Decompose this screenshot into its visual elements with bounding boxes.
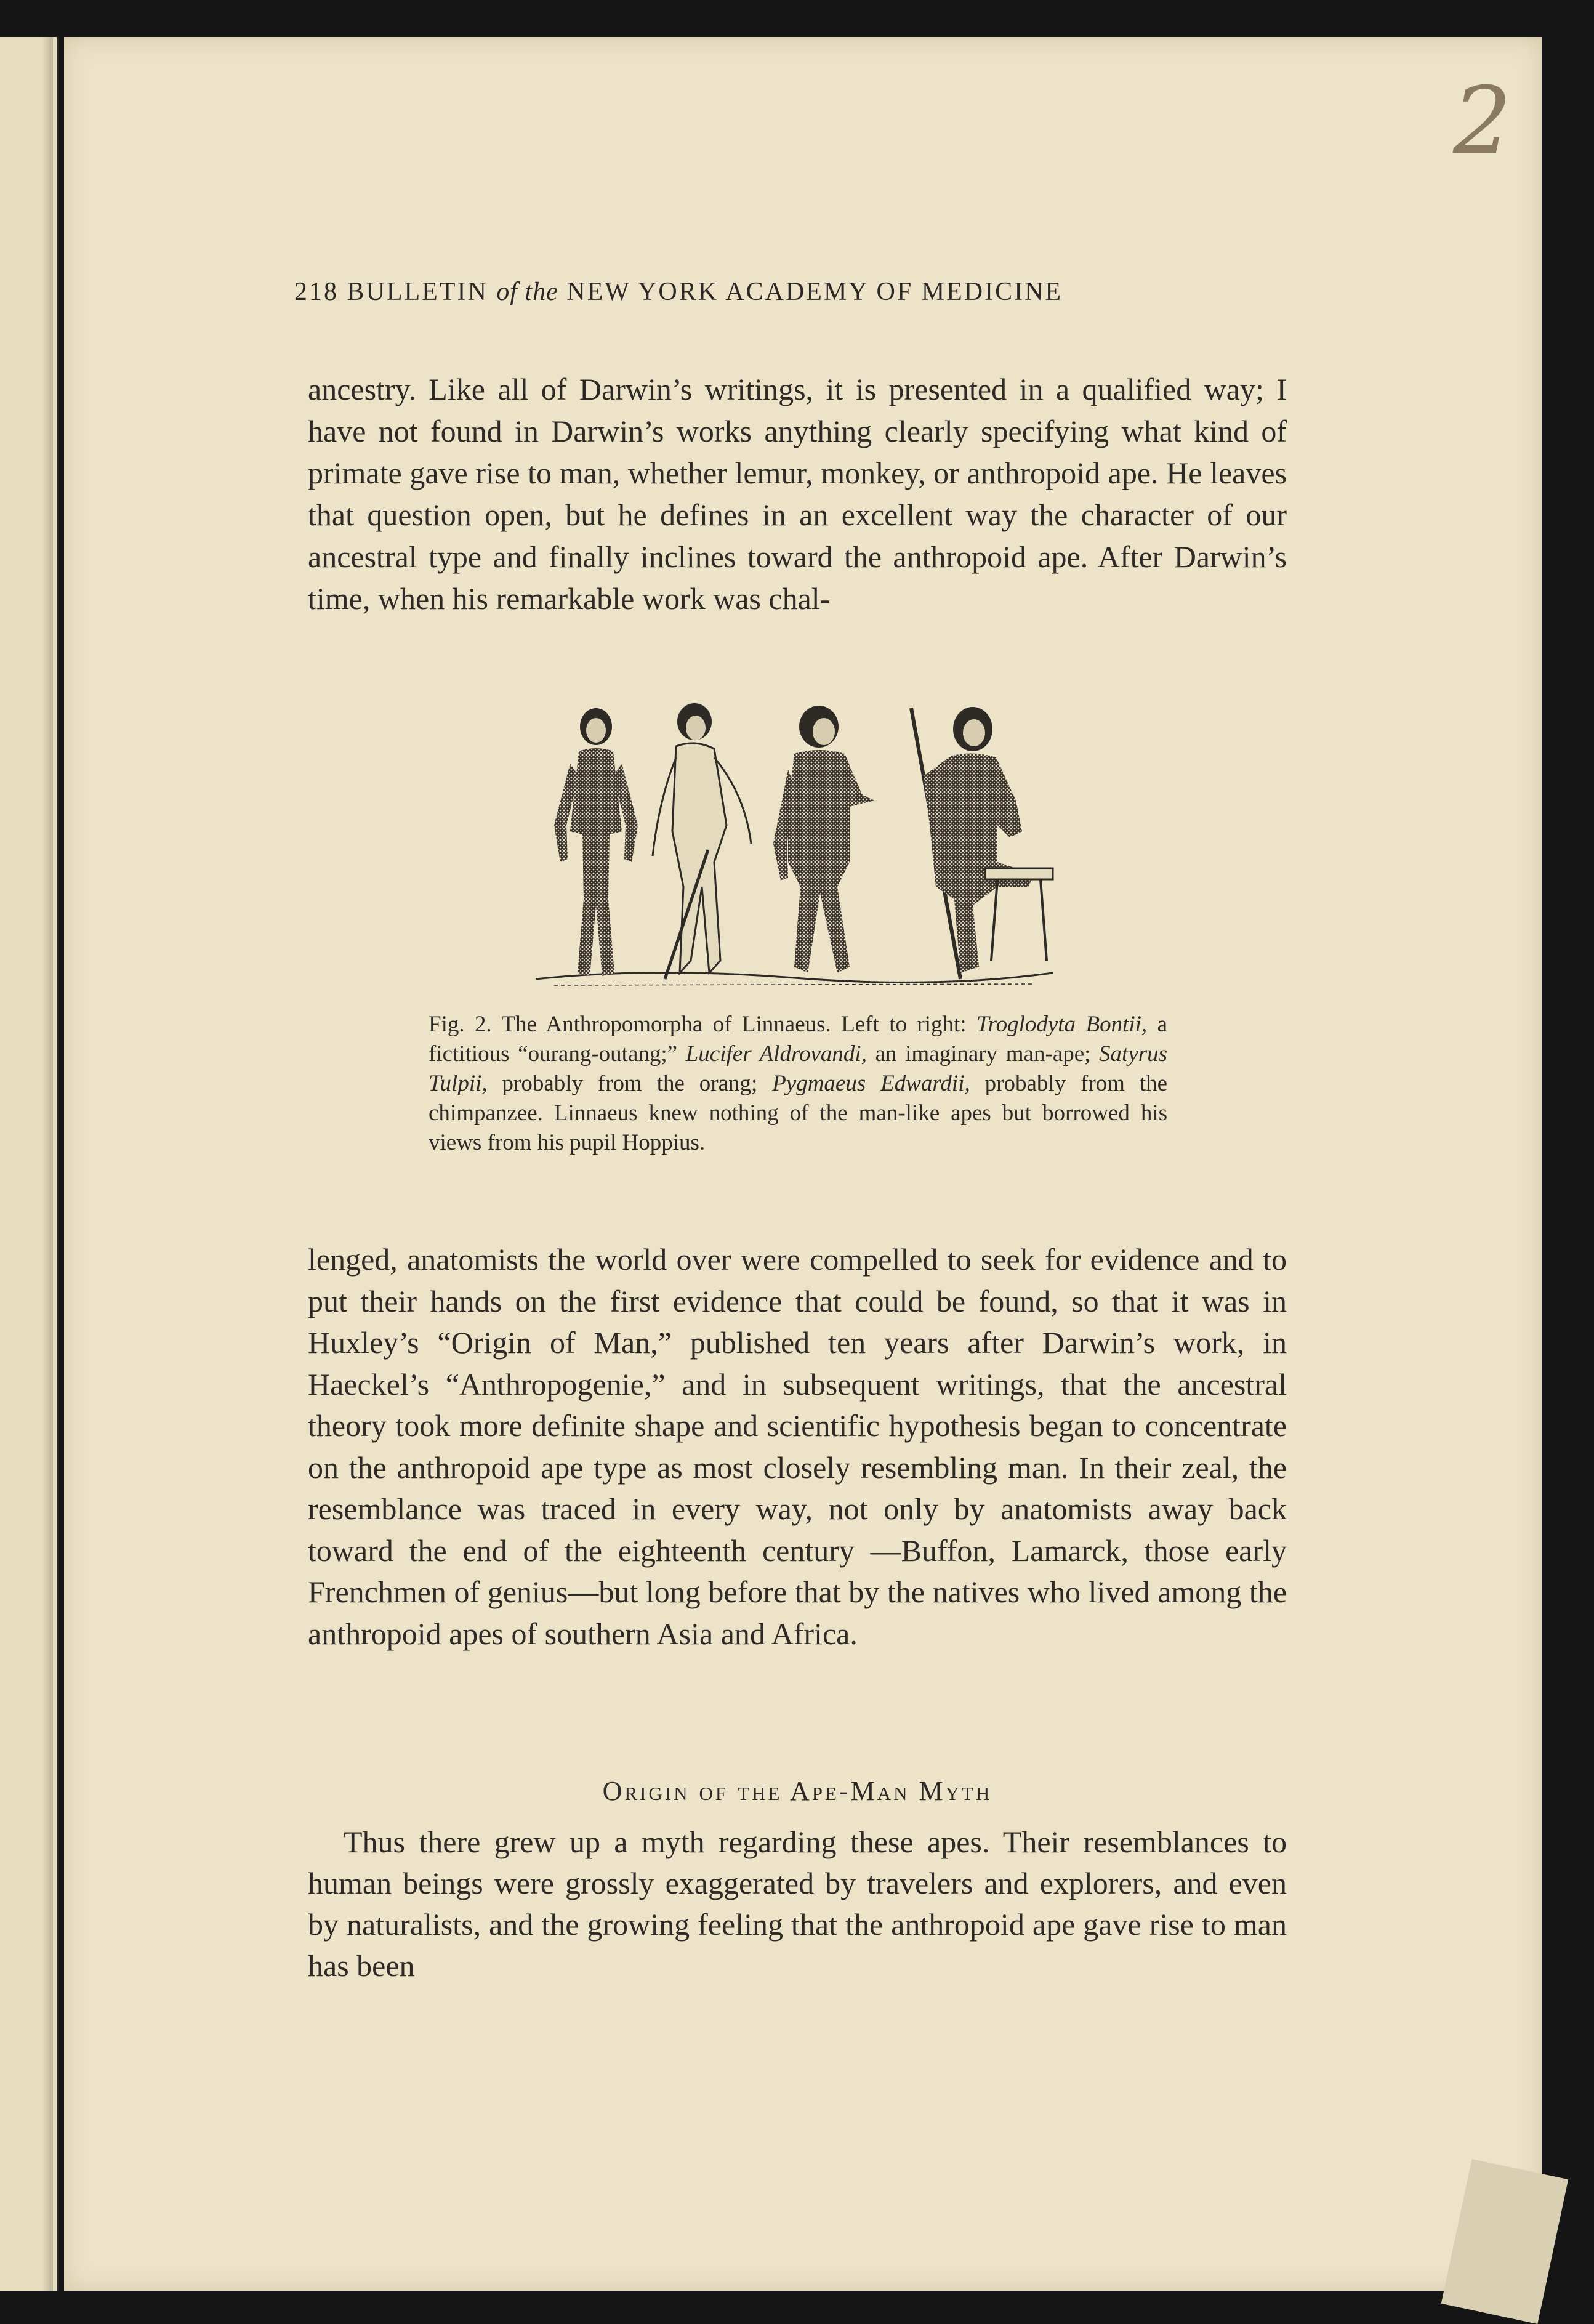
figure-satyrus [773, 706, 874, 973]
caption-desc-3: probably from the orang; [502, 1071, 758, 1096]
caption-desc-2: an imaginary man-ape; [875, 1041, 1091, 1067]
paragraph-3 [308, 1822, 1287, 1987]
figure-caption [429, 1010, 1167, 1158]
figure-pygmaeus [911, 707, 1053, 979]
paragraph-3-text: Thus there grew up a myth regarding these apes. Their resemblances to human beings were grossly exaggerated by travelers and explorers, and even by naturalists, and the growing feeling that the anthropoid ape gave rise to man has been [308, 1825, 1287, 1983]
header-title-italic: of the [496, 278, 558, 306]
header-title-pre: BULLETIN [347, 278, 488, 306]
section-heading: Origin of the Ape-Man Myth [602, 1776, 992, 1806]
caption-desc-1: a fictitious “ourang-outang;” [429, 1012, 1168, 1067]
page-number: 218 [294, 278, 339, 306]
paragraph-2-text: lenged, anatomists the world over were compelled to seek for evidence and to put their hands on the first evidence that could be found, so that it was in Huxley’s “Origin of Man,” published ten years after Darwin’s work, in Haeckel’s “Anthropogenie,” and in subsequent writings, that the ancestral theory took more definite shape and scientific hypothesis began to concentrate on the anthropoid ape type as most closely resembling man. In their zeal, the resemblance was traced in every way, not only by anatomists away back toward the end of the eighteenth century —Buffon, Lamarck, those early Frenchmen of genius—but long before that by the natives who lived among the anthropoid apes of southern Asia and Africa. [308, 1242, 1287, 1651]
caption-name-4: Pygmaeus Edwardii, [772, 1071, 970, 1096]
handwritten-page-mark: 2 [1453, 68, 1512, 175]
caption-lead: Fig. 2. The Anthropomorpha of Linnaeus. Left to right: [429, 1012, 967, 1037]
caption-desc-4: probably from the chimpanzee. Linnaeus knew nothing of the man-like apes but borrowed his views from his pupil Hoppius. [429, 1071, 1168, 1155]
header-title-post: NEW YORK ACADEMY OF MEDICINE [566, 278, 1063, 306]
caption-name-1: Troglodyta Bontii, [976, 1012, 1148, 1037]
figure-troglodyta [554, 708, 638, 976]
folded-page-corner [1441, 2159, 1568, 2324]
caption-name-3: Satyrus Tulpii, [429, 1041, 1168, 1096]
paragraph-1 [308, 368, 1287, 619]
figure-anthropomorpha-illustration [529, 702, 1059, 991]
previous-page-edge [0, 37, 59, 2291]
paragraph-1-text: ancestry. Like all of Darwin’s writings, it is presented in a qualified way; I have not found in Darwin’s works anything clearly specifying what kind of primate gave rise to man, whether lemur, monkey, or anthropoid ape. He leaves that question open, but he defines in an excellent way the character of our ancestral type and finally inclines toward the anthropoid ape. After Darwin’s time, when his remarkable work was chal- [308, 372, 1287, 616]
running-header [294, 277, 1261, 307]
paragraph-2 [308, 1239, 1287, 1655]
figure-lucifer [653, 703, 751, 979]
caption-name-2: Lucifer Aldrovandi, [685, 1041, 867, 1067]
